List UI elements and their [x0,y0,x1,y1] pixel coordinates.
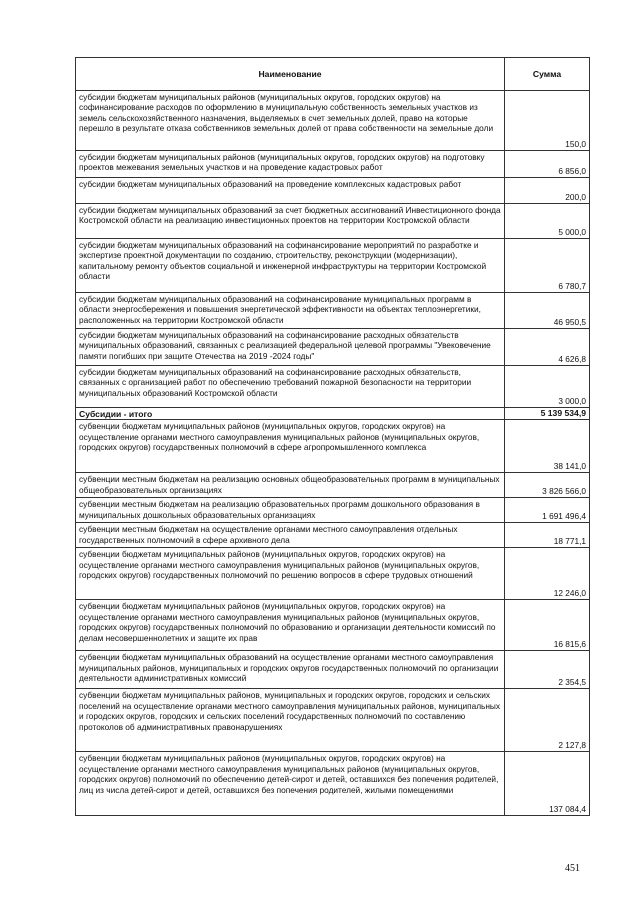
table-body [76,91,590,816]
header-name: Наименование [76,58,505,91]
row-name: субвенции бюджетам муниципальных районов (муниципальных округов, городских округов) на осуществление органами местного самоуправления муниципальных районов (муниципальных округов, городских округов) государственных полномочий в сфере агропромышленного комплекса [76,420,505,473]
budget-table [75,57,590,816]
table-row [76,151,590,178]
table-row [76,523,590,548]
row-name: субвенции местным бюджетам на реализацию образовательных программ дошкольного образования в муниципальных дошкольных образовательных организациях [76,498,505,523]
table-row [76,366,590,408]
row-name: субвенции местным бюджетам на реализацию основных общеобразовательных программ в муниципальных общеобразовательных организациях [76,473,505,498]
row-name: субвенции бюджетам муниципальных районов (муниципальных округов, городских округов) на осуществление органами местного самоуправления муниципальных районов (муниципальных округов, городских округов) государственных полномочий по решению вопросов в сфере трудовых отношений [76,548,505,600]
table-row [76,600,590,651]
total-row [76,408,590,420]
row-sum: 3 826 566,0 [505,473,590,498]
table-row [76,204,590,239]
row-name: субвенции бюджетам муниципальных образований на осуществление органами местного самоуправления муниципальных районов, муниципальных и городских округов государственных полномочий по организации деятельности административных комиссий [76,651,505,689]
row-sum: 150,0 [505,91,590,151]
table-row [76,752,590,816]
row-name: субвенции бюджетам муниципальных районов (муниципальных округов, городских округов) на осуществление органами местного самоуправления муниципальных районов (муниципальных округов, городских округов) государственных полномочий по образованию и организации деятельности комиссий по делам несовершеннолетних и защите их прав [76,600,505,651]
row-sum: 2 354,5 [505,651,590,689]
row-sum: 200,0 [505,178,590,204]
table-row [76,498,590,523]
table-row [76,473,590,498]
row-name: субсидии бюджетам муниципальных образований на софинансирование муниципальных программ в области энергосбережения и повышения энергетической эффективности на объектах теплоэнергетики, расположенных на территории Костромской области [76,293,505,329]
row-sum: 16 815,6 [505,600,590,651]
table-row [76,420,590,473]
row-name: субвенции бюджетам муниципальных районов, муниципальных и городских округов, городских и сельских поселений на осуществление органами местного самоуправления муниципальных районов, муниципальных и городских округов, городских и сельских поселений государственных полномочий по составлению протоколов об административных правонарушениях [76,689,505,752]
row-sum: 6 780,7 [505,239,590,293]
total-sum: 5 139 534,9 [505,408,590,420]
row-sum: 137 084,4 [505,752,590,816]
row-name: субсидии бюджетам муниципальных образований на проведение комплексных кадастровых работ [76,178,505,204]
row-sum: 2 127,8 [505,689,590,752]
total-label: Субсидии - итого [76,408,505,420]
row-sum: 18 771,1 [505,523,590,548]
table-row [76,548,590,600]
row-name: субсидии бюджетам муниципальных образований на софинансирование мероприятий по разработке и экспертизе проектной документации по созданию, строительству, реконструкции (модернизации), капитальному ремонту объектов социальной и инженерной инфраструктуры на территории Костромской области [76,239,505,293]
row-sum: 3 000,0 [505,366,590,408]
row-sum: 4 626,8 [505,329,590,366]
row-sum: 46 950,5 [505,293,590,329]
table-row [76,293,590,329]
table-row [76,91,590,151]
row-name: субсидии бюджетам муниципальных районов (муниципальных округов, городских округов) на софинансирование расходов по оформлению в муниципальную собственность земельных участков из земель сельскохозяйственного назначения, выделяемых в счет земельных долей, право на которые перешло в результате отказа собственников земельных долей от права собственности на земельные доли [76,91,505,151]
table-row [76,178,590,204]
row-sum: 12 246,0 [505,548,590,600]
row-name: субвенции местным бюджетам на осуществление органами местного самоуправления отдельных государственных полномочий в сфере архивного дела [76,523,505,548]
row-name: субсидии бюджетам муниципальных районов (муниципальных округов, городских округов) на подготовку проектов межевания земельных участков и на проведение кадастровых работ [76,151,505,178]
row-sum: 38 141,0 [505,420,590,473]
row-name: субвенции бюджетам муниципальных районов (муниципальных округов, городских округов) на осуществление органами местного самоуправления муниципальных районов (муниципальных округов, городских округов) полномочий по обеспечению детей-сирот и детей, оставшихся без попечения родителей, лиц из числа детей-сирот и детей, оставшихся без попечения родителей, жилыми помещениями [76,752,505,816]
row-name: субсидии бюджетам муниципальных образований на софинансирование расходных обязательств муниципальных образований, связанных с реализацией федеральной целевой программы "Увековечение памяти погибших при защите Отечества на 2019 -2024 годы" [76,329,505,366]
header-sum: Сумма [505,58,590,91]
table-row [76,329,590,366]
table-row [76,239,590,293]
row-sum: 1 691 496,4 [505,498,590,523]
row-name: субсидии бюджетам муниципальных образований за счет бюджетных ассигнований Инвестиционного фонда Костромской области на реализацию инвестиционных проектов на территории Костромской области [76,204,505,239]
table-row [76,651,590,689]
row-name: субсидии бюджетам муниципальных образований на софинансирование расходных обязательств, связанных с организацией работ по обеспечению требований пожарной безопасности на территории муниципальных образований Костромской области [76,366,505,408]
row-sum: 6 856,0 [505,151,590,178]
table-row [76,689,590,752]
page-number: 451 [565,863,580,874]
row-sum: 5 000,0 [505,204,590,239]
table-header-row [76,58,590,91]
